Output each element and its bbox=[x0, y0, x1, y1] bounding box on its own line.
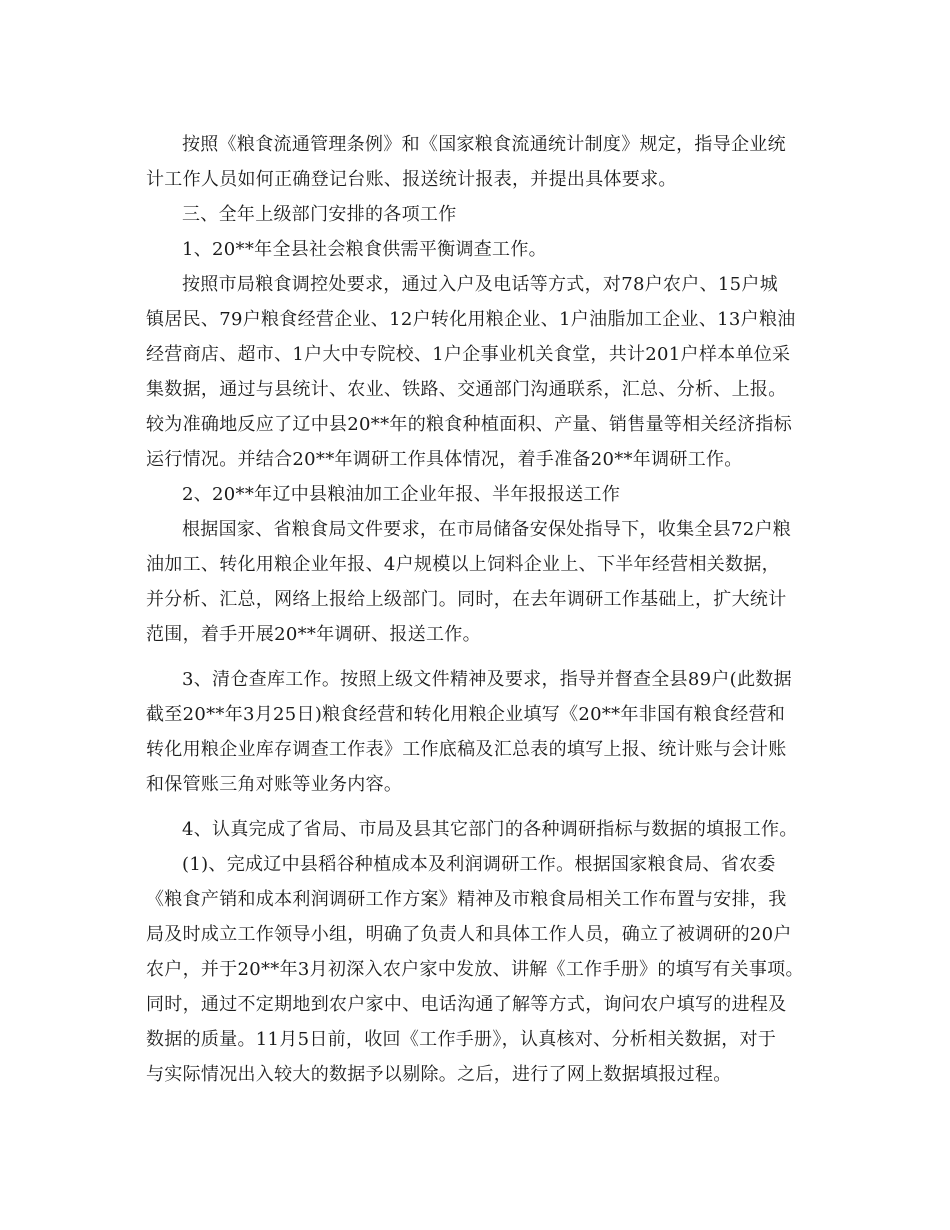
paragraph-line: 运行情况。并结合20**年调研工作具体情况，着手准备20**年调研工作。 bbox=[146, 449, 743, 470]
paragraph-line: 3、清仓查库工作。按照上级文件精神及要求，指导并督查全县89户(此数据 bbox=[182, 669, 792, 690]
paragraph-line: 并分析、汇总，网络上报给上级部门。同时，在去年调研工作基础上，扩大统计 bbox=[146, 589, 787, 610]
paragraph-line: 经营商店、超市、1户大中专院校、1户企事业机关食堂，共计201户样本单位采 bbox=[146, 344, 791, 365]
paragraph-line: 集数据，通过与县统计、农业、铁路、交通部门沟通联系，汇总、分析、上报。 bbox=[146, 379, 787, 400]
paragraph-line: 较为准确地反应了辽中县20**年的粮食种植面积、产量、销售量等相关经济指标 bbox=[146, 414, 793, 435]
paragraph-line: 与实际情况出入较大的数据予以剔除。之后，进行了网上数据填报过程。 bbox=[146, 1064, 732, 1085]
item-heading: 1、20**年全县社会粮食供需平衡调查工作。 bbox=[182, 239, 547, 260]
paragraph-line: 截至20**年3月25日)粮食经营和转化用粮企业填写《20**年非国有粮食经营和 bbox=[146, 704, 786, 725]
paragraph-line: 同时，通过不定期地到农户家中、电话沟通了解等方式，询问农户填写的进程及 bbox=[146, 994, 787, 1015]
item-heading: 2、20**年辽中县粮油加工企业年报、半年报报送工作 bbox=[182, 484, 621, 505]
paragraph-line: 油加工、转化用粮企业年报、4户规模以上饲料企业上、下半年经营相关数据， bbox=[146, 554, 780, 575]
paragraph-line: 按照《粮食流通管理条例》和《国家粮食流通统计制度》规定，指导企业统 bbox=[182, 134, 786, 155]
paragraph-line: 农户，并于20**年3月初深入农户家中发放、讲解《工作手册》的填写有关事项。 bbox=[146, 959, 804, 980]
section-heading: 三、全年上级部门安排的各项工作 bbox=[182, 204, 457, 225]
paragraph-line: 局及时成立工作领导小组，明确了负责人和具体工作人员，确立了被调研的20户 bbox=[146, 924, 792, 945]
paragraph-line: (1)、完成辽中县稻谷种植成本及利润调研工作。根据国家粮食局、省农委 bbox=[182, 854, 776, 875]
paragraph-line: 计工作人员如何正确登记台账、报送统计报表，并提出具体要求。 bbox=[146, 169, 677, 190]
paragraph-line: 镇居民、79户粮食经营企业、12户转化用粮企业、1户油脂加工企业、13户粮油 bbox=[146, 309, 796, 330]
paragraph-line: 数据的质量。11月5日前，收回《工作手册》，认真核对、分析相关数据，对于 bbox=[146, 1029, 777, 1050]
paragraph-line: 《粮食产销和成本利润调研工作方案》精神及市粮食局相关工作布置与安排，我 bbox=[146, 889, 787, 910]
paragraph-line: 根据国家、省粮食局文件要求，在市局储备安保处指导下，收集全县72户粮 bbox=[182, 519, 792, 540]
paragraph-line: 转化用粮企业库存调查工作表》工作底稿及汇总表的填写上报、统计账与会计账 bbox=[146, 739, 787, 760]
paragraph-line: 4、认真完成了省局、市局及县其它部门的各种调研指标与数据的填报工作。 bbox=[182, 819, 798, 840]
paragraph-line: 和保管账三角对账等业务内容。 bbox=[146, 774, 403, 795]
paragraph-line: 范围，着手开展20**年调研、报送工作。 bbox=[146, 624, 481, 645]
paragraph-line: 按照市局粮食调控处要求，通过入户及电话等方式，对78户农户、15户城 bbox=[182, 274, 779, 295]
